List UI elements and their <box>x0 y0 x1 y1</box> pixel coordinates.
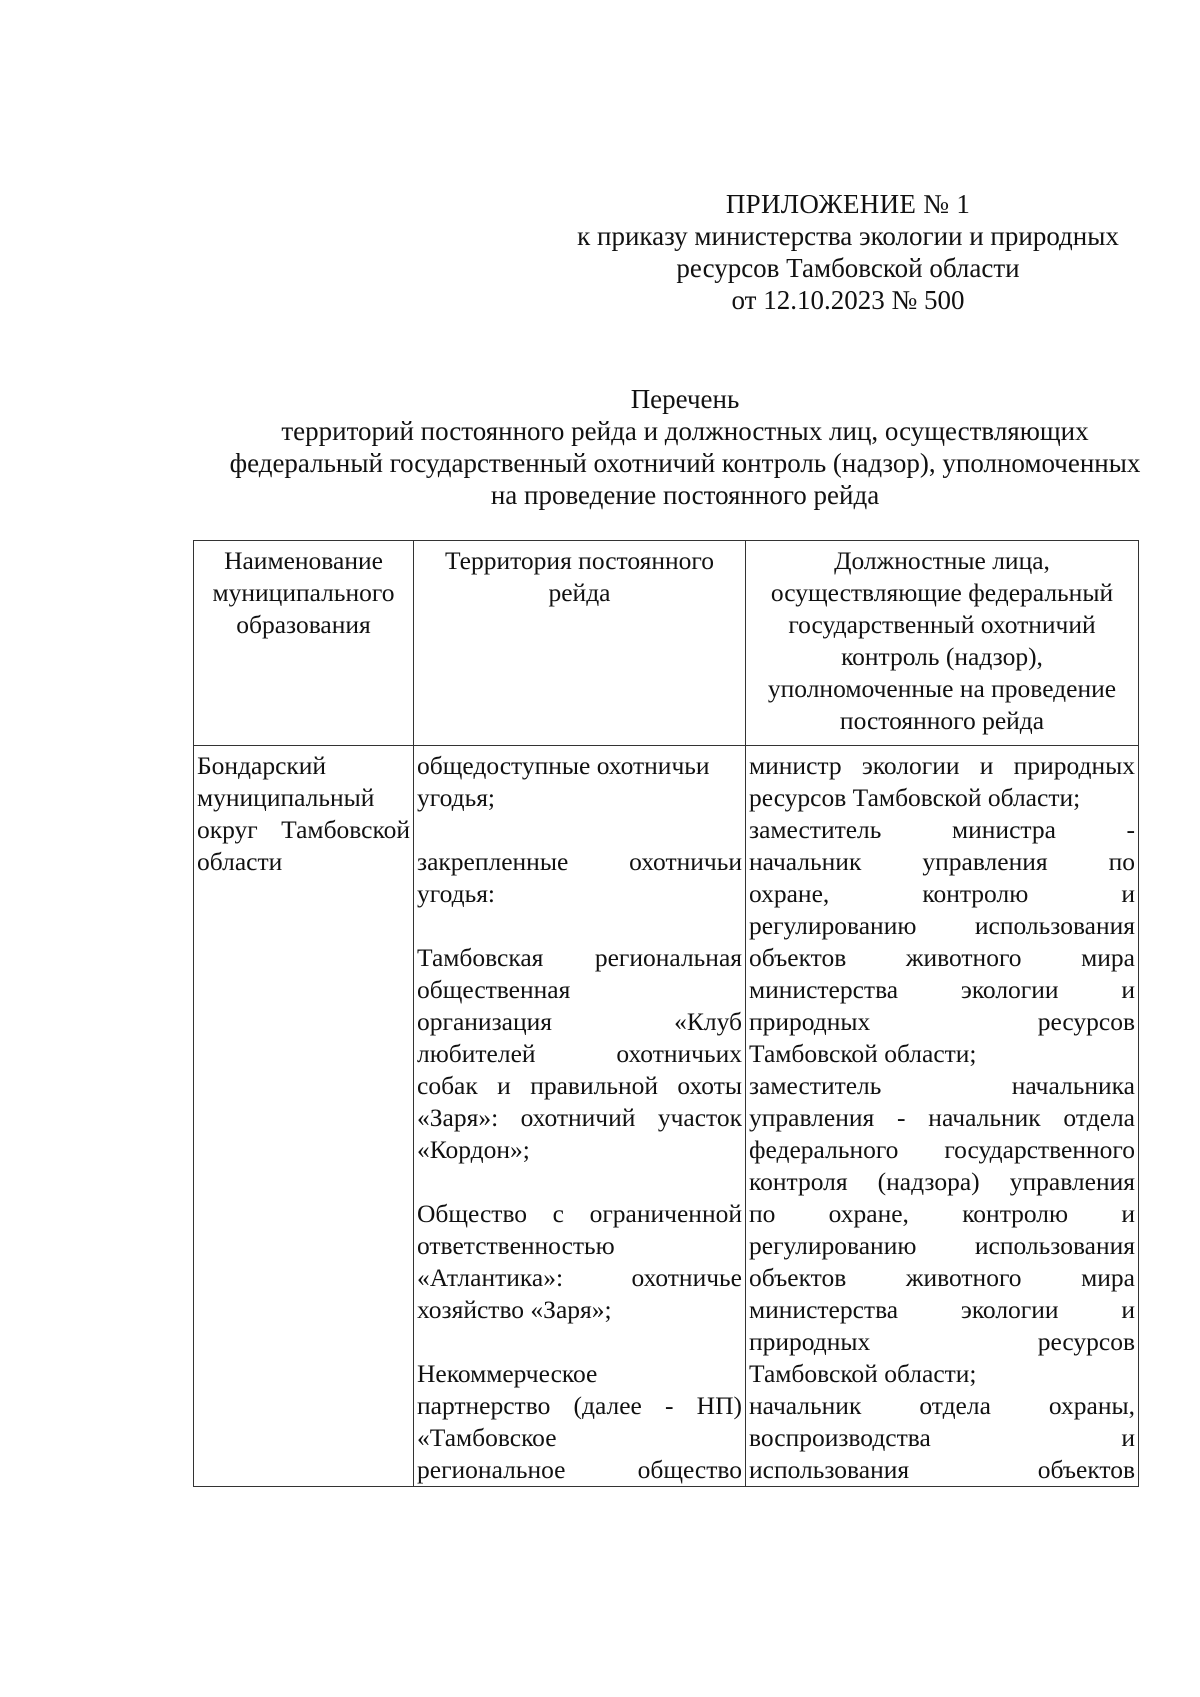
annex-line-1: к приказу министерства экологии и природных <box>577 221 1119 251</box>
cell-municipality: Бондарский муниципальный округ Тамбовской области <box>194 746 414 1487</box>
header-municipality: Наименование муниципального образования <box>194 541 414 746</box>
table-header-row <box>194 541 1139 746</box>
annex-line-2: ресурсов Тамбовской области <box>676 253 1020 283</box>
document-heading <box>190 383 1180 511</box>
cell-officials: министр экологии и природных ресурсов Тамбовской области; заместитель министра - начальник управления по охране, контролю и регулированию использования объектов животного мира министерства экологии и природных ресурсов Тамбовской области; заместитель начальника управления - начальник отдела федерального государственного контроля (надзора) управления по охране, контролю и регулированию использования объектов животного мира министерства экологии и природных ресурсов Тамбовской области; начальник отдела охраны, воспроизводства и использования объектов <box>746 746 1139 1487</box>
annex-line-3: от 12.10.2023 № 500 <box>731 285 965 315</box>
annex-title: ПРИЛОЖЕНИЕ № 1 <box>725 189 971 219</box>
header-territory: Территория постоянного рейда <box>414 541 746 746</box>
table-row <box>194 746 1139 1487</box>
heading-line-2: федеральный государственный охотничий контроль (надзор), уполномоченных <box>229 448 1141 478</box>
header-officials: Должностные лица, осуществляющие федеральный государственный охотничий контроль (надзор), уполномоченные на проведение постоянного рейда <box>746 541 1139 746</box>
raid-table <box>193 540 1139 1487</box>
heading-title: Перечень <box>630 384 740 414</box>
heading-line-1: территорий постоянного рейда и должностных лиц, осуществляющих <box>281 416 1089 446</box>
annex-block <box>548 188 1148 316</box>
cell-territory: общедоступные охотничьи угодья; закрепленные охотничьи угодья: Тамбовская региональная общественная организация «Клуб любителей охотничьих собак и правильной охоты «Заря»: охотничий участок «Кордон»; Общество с ограниченной ответственностью «Атлантика»: охотничье хозяйство «Заря»; Некоммерческое партнерство (далее - НП) «Тамбовское региональное общество <box>414 746 746 1487</box>
heading-line-3: на проведение постоянного рейда <box>490 480 880 510</box>
